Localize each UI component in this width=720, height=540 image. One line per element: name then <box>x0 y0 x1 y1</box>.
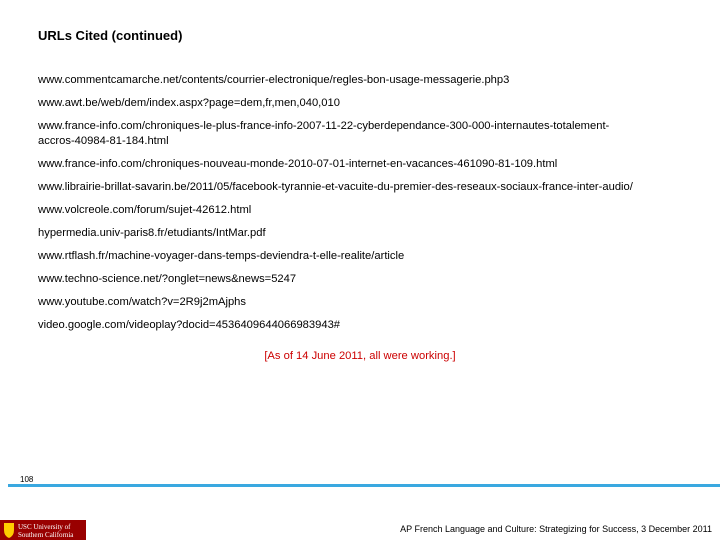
url-text[interactable]: www.france-info.com/chroniques-le-plus-france-info-2007-11-22-cyberdependance-300-000-internautes-totalement- <box>38 120 610 132</box>
url-text[interactable]: www.volcreole.com/forum/sujet-42612.html <box>38 204 252 216</box>
url-item[interactable] <box>38 73 678 88</box>
url-list <box>38 73 678 341</box>
url-item[interactable] <box>38 249 678 264</box>
url-text[interactable]: www.awt.be/web/dem/index.aspx?page=dem,fr,men,040,010 <box>38 97 340 109</box>
url-text[interactable]: video.google.com/videoplay?docid=4536409644066983943# <box>38 319 341 331</box>
slide-number: 108 <box>20 475 34 484</box>
url-item[interactable] <box>38 203 678 218</box>
url-text[interactable]: accros-40984-81-184.html <box>38 135 169 147</box>
logo-text-line1: USC University of <box>18 523 71 531</box>
working-note: [As of 14 June 2011, all were working.] <box>264 350 456 362</box>
footer-divider <box>8 484 720 487</box>
url-item[interactable] <box>38 96 678 111</box>
url-item[interactable] <box>38 180 678 195</box>
usc-logo <box>0 520 86 540</box>
url-item[interactable] <box>38 226 678 241</box>
logo-text-line2: Southern California <box>18 531 74 539</box>
url-text[interactable]: www.france-info.com/chroniques-nouveau-monde-2010-07-01-internet-en-vacances-461090-81-109.html <box>38 158 558 170</box>
url-item[interactable] <box>38 119 678 149</box>
url-text[interactable]: www.rtflash.fr/machine-voyager-dans-temps-deviendra-t-elle-realite/article <box>38 250 405 262</box>
url-text[interactable]: hypermedia.univ-paris8.fr/etudiants/IntMar.pdf <box>38 227 266 239</box>
url-text[interactable]: www.techno-science.net/?onglet=news&news=5247 <box>38 273 297 285</box>
url-item[interactable] <box>38 295 678 310</box>
slide-title: URLs Cited (continued) <box>38 28 183 43</box>
url-item[interactable] <box>38 157 678 172</box>
url-text[interactable]: www.commentcamarche.net/contents/courrier-electronique/regles-bon-usage-messagerie.php3 <box>38 74 510 86</box>
url-item[interactable] <box>38 318 678 333</box>
url-text[interactable]: www.youtube.com/watch?v=2R9j2mAjphs <box>38 296 247 308</box>
footer-text: AP French Language and Culture: Strategizing for Success, 3 December 2011 <box>400 524 712 534</box>
url-text[interactable]: www.librairie-brillat-savarin.be/2011/05/facebook-tyrannie-et-vacuite-du-premier-des-reseaux-sociaux-france-inter-audio/ <box>38 181 633 193</box>
url-item[interactable] <box>38 272 678 287</box>
